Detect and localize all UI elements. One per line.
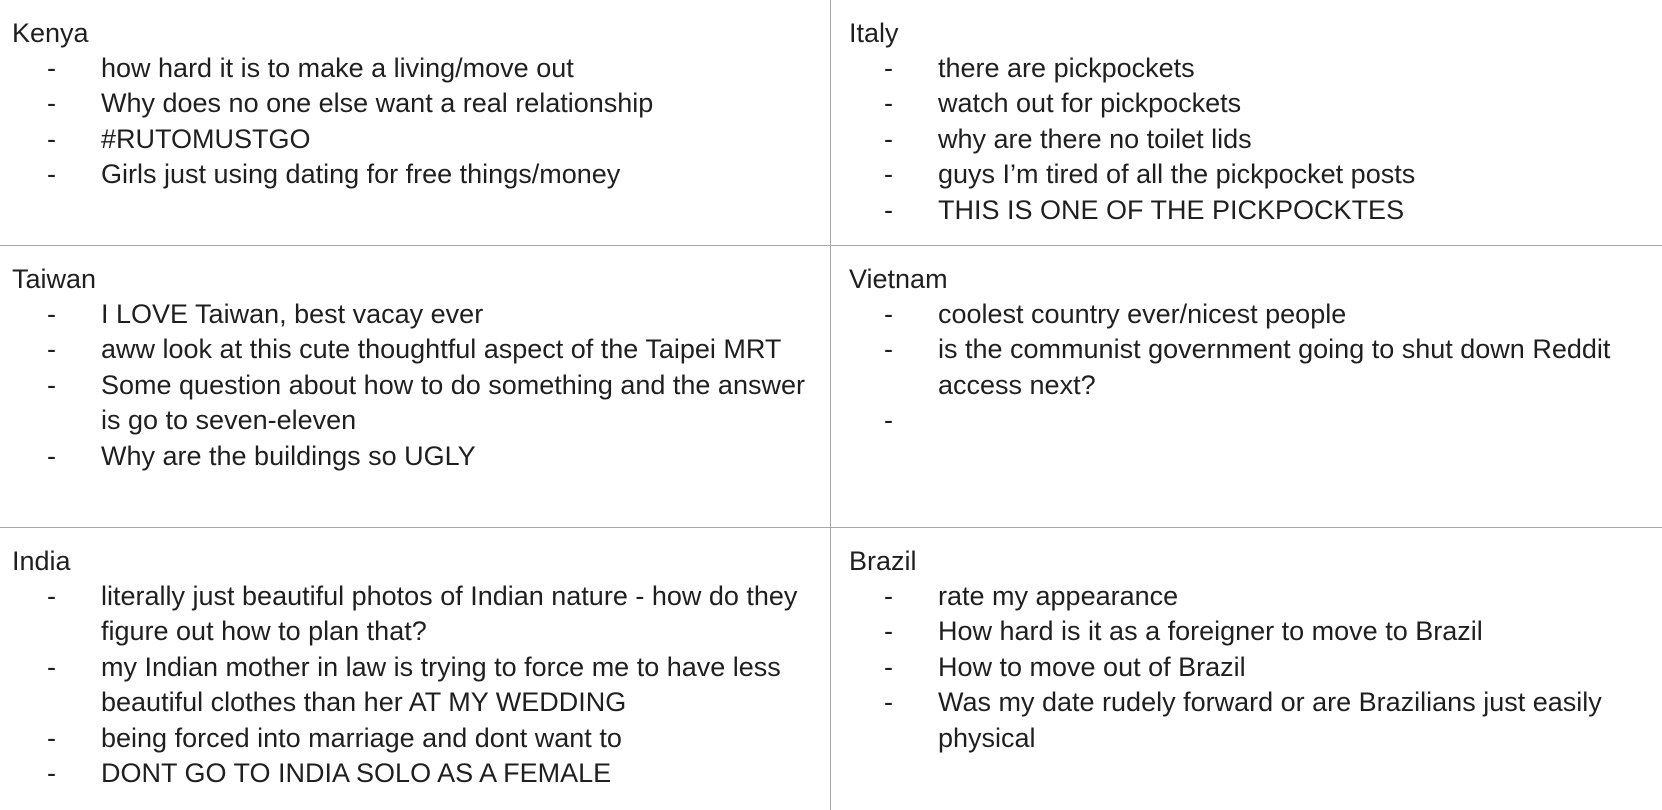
dash-bullet: - (47, 299, 56, 329)
list-item (849, 332, 1662, 403)
dash-bullet: - (47, 369, 56, 400)
list-item-text: Some question about how to do something and the answer is go to seven-eleven (101, 369, 805, 436)
bullet-list (849, 579, 1662, 756)
list-item (12, 756, 830, 791)
list-item-text: why are there no toilet lids (938, 123, 1252, 154)
dash-bullet: - (47, 53, 56, 83)
bullet-list (12, 297, 830, 474)
list-item-text: my Indian mother in law is trying to force me to have less beautiful clothes than her AT MY WEDDING (101, 651, 781, 718)
list-item-text: being forced into marriage and dont want to (101, 722, 622, 753)
list-item-text: aww look at this cute thoughtful aspect of the Taipei MRT (101, 334, 782, 365)
dash-bullet: - (884, 651, 893, 682)
list-item-text: How hard is it as a foreigner to move to Brazil (938, 616, 1483, 647)
country-heading: Taiwan (12, 264, 97, 294)
list-item (849, 157, 1662, 192)
list-item-text: literally just beautiful photos of Indian nature - how do they figure out how to plan that? (101, 581, 798, 647)
list-item-text: there are pickpockets (938, 53, 1195, 83)
list-item (849, 297, 1662, 332)
list-item (849, 51, 1662, 86)
dash-bullet: - (47, 159, 56, 190)
list-item (849, 579, 1662, 614)
list-item (12, 368, 830, 439)
list-item-text: Girls just using dating for free things/money (101, 159, 621, 190)
bullet-list (849, 297, 1662, 438)
list-item (849, 86, 1662, 121)
country-heading: Vietnam (849, 264, 948, 294)
cell-italy (830, 0, 1662, 245)
list-item (12, 86, 830, 121)
dash-bullet: - (884, 687, 893, 718)
dash-bullet: - (47, 334, 56, 365)
list-item (12, 297, 830, 332)
dash-bullet: - (884, 194, 893, 225)
dash-bullet: - (47, 440, 56, 471)
dash-bullet: - (884, 88, 893, 119)
list-item-text: how hard it is to make a living/move out (101, 53, 574, 83)
dash-bullet: - (47, 722, 56, 753)
cell-vietnam (830, 245, 1662, 527)
list-item-text: guys I’m tired of all the pickpocket posts (938, 159, 1416, 190)
list-item-text: coolest country ever/nicest people (938, 299, 1347, 329)
list-item-text: watch out for pickpockets (938, 88, 1242, 119)
list-item (12, 579, 830, 650)
list-item-text: rate my appearance (938, 581, 1179, 611)
list-item (12, 721, 830, 756)
list-item (849, 650, 1662, 685)
dash-bullet: - (47, 581, 56, 611)
dash-bullet: - (884, 159, 893, 190)
list-item-text: I LOVE Taiwan, best vacay ever (101, 299, 484, 329)
country-heading: Kenya (12, 18, 89, 48)
cell-kenya (0, 0, 830, 245)
dash-bullet: - (47, 651, 56, 682)
list-item (849, 122, 1662, 157)
dash-bullet: - (884, 53, 893, 83)
country-heading: Brazil (849, 546, 917, 576)
list-item-text: THIS IS ONE OF THE PICKPOCKTES (938, 194, 1405, 225)
dash-bullet: - (884, 299, 893, 329)
list-item-text: is the communist government going to shut down Reddit access next? (938, 334, 1611, 400)
country-heading: India (12, 546, 71, 576)
country-heading: Italy (849, 18, 899, 48)
list-item (12, 51, 830, 86)
list-item (849, 614, 1662, 649)
bullet-list (12, 579, 830, 791)
dash-bullet: - (884, 405, 893, 436)
list-item-text: Was my date rudely forward or are Brazilians just easily physical (938, 687, 1602, 753)
cell-taiwan (0, 245, 830, 527)
list-item-text: Why does no one else want a real relationship (101, 88, 654, 119)
list-item (849, 685, 1662, 756)
list-item (849, 193, 1662, 228)
dash-bullet: - (884, 334, 893, 365)
list-item-text: #RUTOMUSTGO (101, 123, 311, 154)
dash-bullet: - (884, 123, 893, 154)
list-item (12, 332, 830, 367)
list-item-text: DONT GO TO INDIA SOLO AS A FEMALE (101, 758, 612, 789)
bullet-list (12, 51, 830, 193)
list-item (12, 650, 830, 721)
dash-bullet: - (47, 88, 56, 119)
cell-brazil (830, 527, 1662, 810)
list-item (12, 122, 830, 157)
bullet-list (849, 51, 1662, 228)
dash-bullet: - (47, 758, 56, 789)
list-item (12, 439, 830, 474)
dash-bullet: - (47, 123, 56, 154)
list-item-text: Why are the buildings so UGLY (101, 440, 476, 471)
dash-bullet: - (884, 616, 893, 647)
list-item-text: How to move out of Brazil (938, 651, 1246, 682)
list-item (849, 403, 1662, 438)
dash-bullet: - (884, 581, 893, 611)
list-item (12, 157, 830, 192)
cell-india (0, 527, 830, 810)
